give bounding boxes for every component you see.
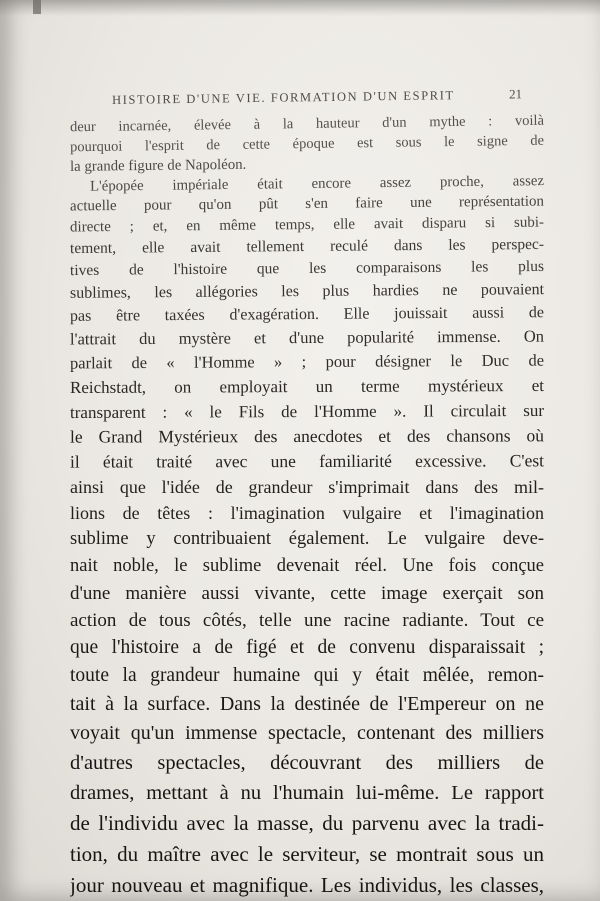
page-number: 21 <box>508 86 523 102</box>
text-line: jour nouveau et magnifique. Les individus, les classes, <box>70 873 544 897</box>
text-line: de l'individu avec la masse, du parvenu avec la tradi- <box>70 811 544 835</box>
text-line: L'épopée impériale était encore assez proche, assez <box>89 173 545 195</box>
text-line: le Grand Mystérieux des anecdotes et des chansons où <box>69 425 545 447</box>
text-line: lions de têtes : l'imagination vulgaire et l'imagination <box>70 503 544 523</box>
text-line: tement, elle avait tellement reculé dans les perspec- <box>69 235 545 258</box>
text-line: drames, mettant à nu l'humain lui-même. Le rapport <box>70 782 544 804</box>
body-text <box>70 114 544 901</box>
text-line: sublimes, les allégories les plus hardies ne pouvaient <box>69 281 545 302</box>
text-line: actuelle pour qu'on pût s'en faire une représentation <box>69 193 545 215</box>
text-line: Reichstadt, on employait un terme mystérieux et <box>69 375 545 398</box>
text-line: tion, du maître avec le serviteur, se montrait sous un <box>70 842 544 866</box>
running-title: HISTOIRE D'UNE VIE. FORMATION D'UN ESPRIT <box>112 88 455 107</box>
text-line: deur incarnée, élevée à la hauteur d'un mythe : voilà <box>69 112 545 136</box>
text-line: tives de l'histoire que les comparaisons les plus <box>69 257 545 280</box>
text-line: d'une manière aussi vivante, cette image exerçait son <box>70 583 544 604</box>
text-line: nait noble, le sublime devenait réel. Une fois conçue <box>70 556 544 576</box>
text-line: la grande figure de Napoléon. <box>69 156 247 175</box>
text-line: pas être taxées d'exagération. Elle jouissait aussi de <box>69 304 545 325</box>
text-line: directe ; et, en même temps, elle avait disparu si subi- <box>69 214 545 236</box>
text-line: toute la grandeur humaine qui y était mêlée, remon- <box>70 665 544 686</box>
text-line: d'autres spectacles, découvrant des milliers de <box>70 752 544 774</box>
text-line: ainsi que l'idée de grandeur s'imprimait dans des mil- <box>70 477 544 497</box>
text-line: tait à la surface. Dans la destinée de l'Empereur on ne <box>70 693 544 715</box>
binding-mark <box>33 0 41 14</box>
text-line: parlait de « l'Homme » ; pour désigner le Duc de <box>69 350 545 373</box>
text-line: sublime y contribuaient également. Le vulgaire deve- <box>70 529 544 549</box>
text-line: voyait qu'un immense spectacle, contenant des milliers <box>70 722 544 744</box>
text-line: pourquoi l'esprit de cette époque est sous le signe de <box>69 132 545 156</box>
top-shadow <box>0 0 600 16</box>
text-line: transparent : « le Fils de l'Homme ». Il circulait sur <box>69 400 545 423</box>
text-line: que l'histoire a de figé et de convenu disparaissait ; <box>70 637 544 658</box>
running-head <box>112 86 522 108</box>
text-line: l'attrait du mystère et d'une popularité immense. On <box>69 326 545 349</box>
text-line: action de tous côtés, telle une racine radiante. Tout ce <box>70 610 544 631</box>
text-line: il était traité avec une familiarité excessive. C'est <box>69 450 545 472</box>
